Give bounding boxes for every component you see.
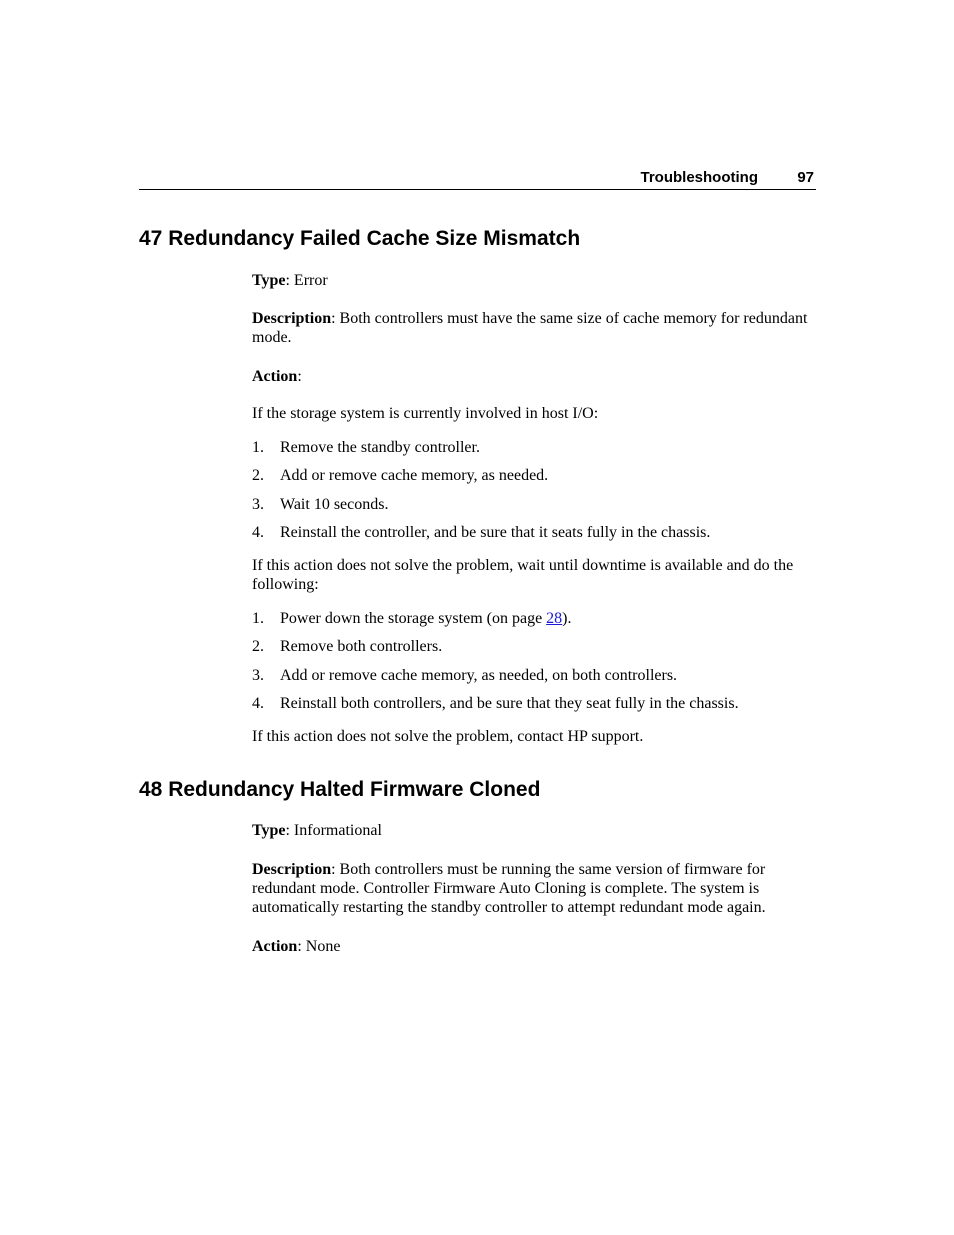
description-label: Description — [252, 310, 332, 327]
description-text: : Both controllers must have the same size of cache memory for redundant mode. — [252, 310, 808, 346]
list-text-before-link: Power down the storage system (on page — [280, 610, 547, 627]
description-label: Description — [252, 861, 332, 878]
list-text: Add or remove cache memory, as needed. — [280, 467, 549, 484]
list-text: Reinstall the controller, and be sure that it seats fully in the chassis. — [280, 524, 711, 541]
list-number: 2. — [252, 467, 264, 484]
list-number: 4. — [252, 695, 264, 712]
type-value: : Error — [285, 272, 328, 289]
list-text-after-link: ). — [562, 610, 572, 627]
section-heading-48: 48 Redundancy Halted Firmware Cloned — [139, 778, 541, 801]
intro-paragraph-1: If the storage system is currently involved in host I/O: — [252, 405, 599, 422]
description-47 — [252, 309, 816, 347]
list-number: 3. — [252, 496, 264, 513]
list-text: Reinstall both controllers, and be sure that they seat fully in the chassis. — [280, 695, 739, 712]
type-label: Type — [252, 272, 286, 289]
running-header — [139, 168, 816, 190]
action-line-48 — [252, 937, 816, 956]
page-reference-link[interactable]: 28 — [546, 610, 563, 627]
list-number: 1. — [252, 439, 264, 456]
page-number: 97 — [797, 169, 814, 186]
list-text: Add or remove cache memory, as needed, on both controllers. — [280, 667, 678, 684]
action-colon: : — [297, 368, 302, 385]
list-text — [280, 609, 572, 628]
description-48 — [252, 860, 816, 917]
type-line-48 — [252, 821, 816, 840]
type-label: Type — [252, 822, 286, 839]
type-line-47 — [252, 271, 816, 290]
action-value: : None — [297, 938, 341, 955]
action-line-47 — [252, 367, 816, 386]
closing-paragraph: If this action does not solve the problem, contact HP support. — [252, 728, 644, 745]
action-label: Action — [252, 938, 298, 955]
list-number: 1. — [252, 610, 264, 627]
header-section-title: Troubleshooting — [640, 169, 758, 186]
type-value: : Informational — [285, 822, 382, 839]
list-number: 4. — [252, 524, 264, 541]
section-heading-47: 47 Redundancy Failed Cache Size Mismatch — [139, 227, 581, 250]
action-label: Action — [252, 368, 298, 385]
description-text: : Both controllers must be running the same version of firmware for redundant mode. Controller Firmware Auto Cloning is complete. The system is automatically restarting the standby controller to attempt redundant mode again. — [252, 861, 766, 916]
list-text: Wait 10 seconds. — [280, 496, 389, 513]
list-number: 2. — [252, 638, 264, 655]
list-text: Remove both controllers. — [280, 638, 443, 655]
list-text: Remove the standby controller. — [280, 439, 480, 456]
list-number: 3. — [252, 667, 264, 684]
intro-paragraph-2: If this action does not solve the problem, wait until downtime is available and do the following: — [252, 557, 794, 593]
